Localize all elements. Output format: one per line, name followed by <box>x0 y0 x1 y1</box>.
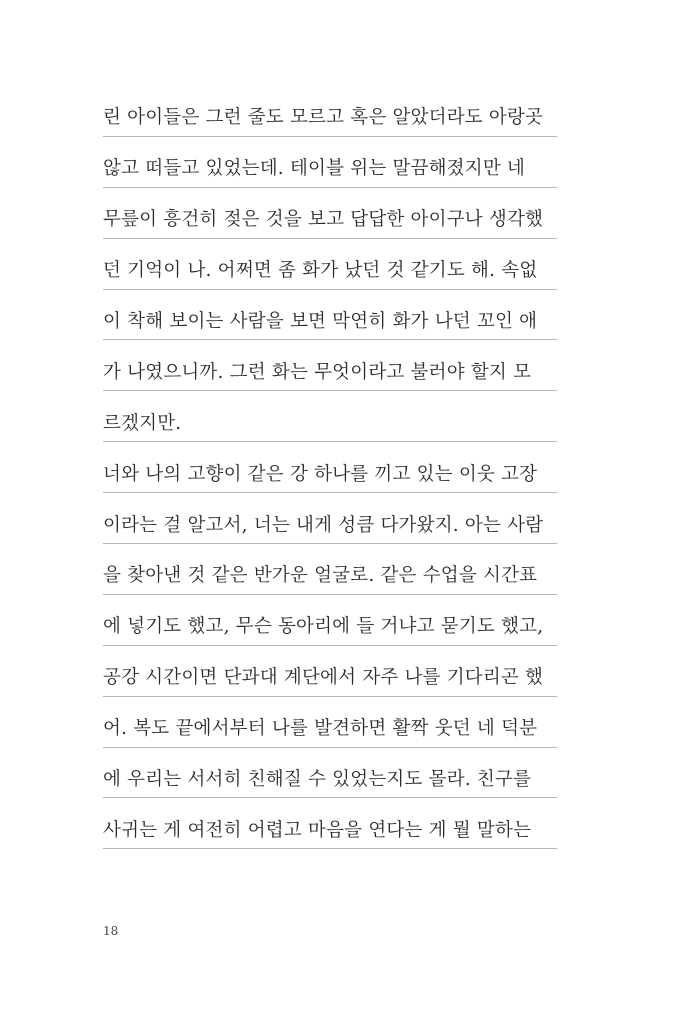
text-line <box>103 544 557 595</box>
text-line <box>103 697 557 748</box>
page-number: 18 <box>103 924 119 938</box>
line-text: 이 착해 보이는 사람을 보면 막연히 화가 나던 꼬인 애 <box>103 310 538 332</box>
line-text: 을 찾아낸 것 같은 반가운 얼굴로. 같은 수업을 시간표 <box>103 565 538 587</box>
text-line <box>103 340 557 391</box>
line-text: 사귀는 게 여전히 어렵고 마음을 연다는 게 뭘 말하는 <box>103 819 532 841</box>
line-text: 공강 시간이면 단과대 계단에서 자주 나를 기다리곤 했 <box>103 667 544 689</box>
body-text <box>103 86 557 849</box>
line-text: 르겠지만. <box>103 412 182 434</box>
text-line <box>103 646 557 697</box>
text-line <box>103 290 557 341</box>
line-text: 너와 나의 고향이 같은 강 하나를 끼고 있는 이웃 고장 <box>103 463 538 485</box>
text-line <box>103 137 557 188</box>
text-line <box>103 748 557 799</box>
text-line <box>103 188 557 239</box>
text-line <box>103 239 557 290</box>
line-text: 던 기억이 나. 어쩌면 좀 화가 났던 것 같기도 해. 속없 <box>103 260 538 282</box>
text-line <box>103 86 557 137</box>
line-text: 에 넣기도 했고, 무슨 동아리에 들 거냐고 묻기도 했고, <box>103 616 544 638</box>
line-text: 에 우리는 서서히 친해질 수 있었는지도 몰라. 친구를 <box>103 768 532 790</box>
line-text: 않고 떠들고 있었는데. 테이블 위는 말끔해졌지만 네 <box>103 158 526 180</box>
line-text: 린 아이들은 그런 줄도 모르고 혹은 알았더라도 아랑곳 <box>103 107 544 129</box>
line-text: 이라는 걸 알고서, 너는 내게 성큼 다가왔지. 아는 사람 <box>103 514 544 536</box>
text-line <box>103 595 557 646</box>
line-text: 가 나였으니까. 그런 화는 무엇이라고 불러야 할지 모 <box>103 361 532 383</box>
line-text: 어. 복도 끝에서부터 나를 발견하면 활짝 웃던 네 덕분 <box>103 718 538 740</box>
line-text: 무릎이 흥건히 젖은 것을 보고 답답한 아이구나 생각했 <box>103 209 544 231</box>
text-line <box>103 442 557 493</box>
text-line <box>103 798 557 849</box>
text-line <box>103 391 557 442</box>
text-line <box>103 493 557 544</box>
